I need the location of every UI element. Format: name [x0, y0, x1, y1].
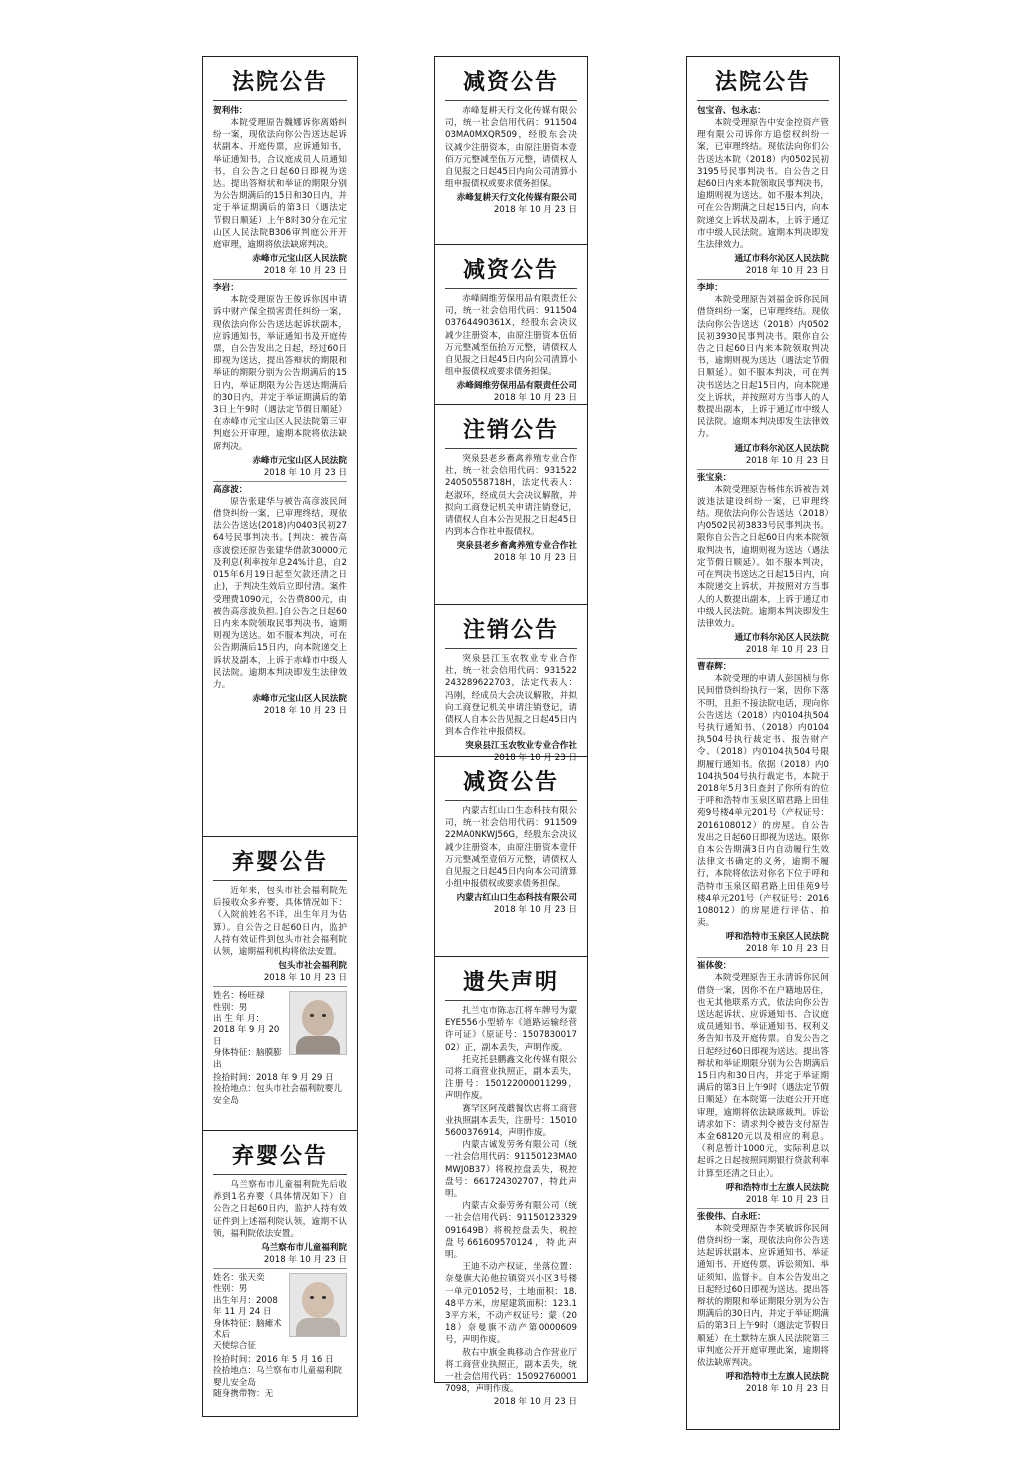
info-line: 捡拾时间：2018 年 9 月 29 日	[213, 1073, 334, 1084]
notice-signature: 乌兰察布市儿童福利院	[261, 1243, 347, 1254]
notice-body: 本院受理原告杨伟东诉被告刘波违法建设纠纷一案，已审理终结。现依法向你公告送达（2018）内0502民初3833号民事判决书。限你自公告之日起60日内来本院领取判决书，逾期则视为送达（遇法定节假日顺延）。如不服本判决，可在判决书送达之日起15日内，向本院递交上诉状，并按照对方当事人的人数提出副本，上诉于通辽市中级人民法院。逾期本判决即发生法律效力。	[697, 484, 829, 629]
notice-body: 赤峰复耕天行文化传媒有限公司，统一社会信用代码：91150403MA0MXQR509，经股东会决议减少注册资本，由原注册资本壹佰万元整减至伍万元整，请债权人自见报之日起45日内向公司清算小组申报债权或要求债务担保。	[445, 106, 577, 190]
addressee-name: 张俊伟、白永旺：	[697, 1211, 766, 1222]
notice-date: 2018 年 10 月 23 日	[263, 467, 347, 478]
notice-body: 内蒙古众泰劳务有限公司（统一社会信用代码：9115012332909​1649B）将税控盘丢失，税控盘号661609570124，特此声明。	[445, 1201, 577, 1261]
addressee-name: 李岩：	[213, 283, 239, 294]
divider	[213, 279, 347, 280]
notice-title: 注销公告	[445, 411, 577, 449]
info-line: 出生年月：2008 年 11 月 24 日	[213, 1295, 278, 1318]
divider	[213, 481, 347, 482]
notice-date: 2018 年 10 月 23 日	[493, 393, 577, 404]
company-notice-box	[435, 605, 587, 764]
notice-title: 法院公告	[213, 63, 347, 101]
notice-date: 2018 年 10 月 23 日	[493, 1396, 577, 1407]
notice-title: 遗失声明	[445, 963, 577, 1001]
notice-title: 弃婴公告	[213, 843, 347, 881]
notice-title: 法院公告	[697, 63, 829, 101]
company-signature: 赤峰复耕天行文化传媒有限公司	[456, 193, 577, 204]
column-middle	[434, 56, 588, 1407]
notice-date: 2018 年 10 月 23 日	[493, 553, 577, 564]
notice-body: 近年来，包头市社会福利院先后接收众多弃婴，具体情况如下：（入院前姓名不详，出生年月为估算）。自公告之日起60日内，监护人持有效证件到包头市社会福利院认领，逾期福利机构将依法安置。	[213, 886, 347, 958]
notice-date: 2018 年 10 月 23 日	[493, 753, 577, 764]
company-signature: 突泉县江玉农牧业专业合作社	[465, 741, 577, 752]
notice-body: 托克托县鹏鑫文化传媒有限公司将工商营业执照正，副本丢失，注册号：150122000011299，声明作废。	[445, 1054, 577, 1102]
info-line: 捡拾时间：2016 年 5 月 16 日	[213, 1354, 334, 1365]
found-details	[213, 1073, 347, 1107]
court-entries	[697, 105, 829, 1395]
notice-date: 2018 年 10 月 23 日	[745, 266, 829, 277]
info-line: 性别：男	[213, 1002, 248, 1013]
notice-body: 本院受理原告魏娜诉你离婚纠纷一案，现依法向你公告送达起诉状副本、开庭传票，应诉通知书，举证通知书，合议庭成员人员通知书，自公告之日起60日即视为送达。提出答辩状和举证的期限分别为公告期满后的15日和30日内，并定于举证期满后的第3日（遇法定节假日顺延）上午8时30分在元宝山区人民法院B306审判庭公开开庭审理，逾期将依法缺席判决。	[213, 118, 347, 251]
company-notice-box	[435, 405, 587, 605]
info-line: 捡拾地点：乌兰察布市儿童福利院婴儿安全岛	[213, 1366, 342, 1388]
court-signature: 呼和浩特市玉泉区人民法院	[725, 932, 829, 943]
court-notice-box	[687, 57, 839, 1429]
child-details	[213, 991, 283, 1071]
divider	[213, 986, 347, 987]
court-signature: 赤峰市元宝山区人民法院	[252, 694, 347, 705]
notice-body: 扎兰屯市陈志江将车牌号为蒙EYE556小型轿车《道路运输经营许可证》（原证号：150783001702）正，副本丢失，声明作废。	[445, 1006, 577, 1053]
column-left	[202, 56, 358, 1417]
child-details	[213, 1273, 283, 1353]
company-signature: 赤峰阔维劳保用品有限责任公司	[456, 381, 577, 392]
notice-body: 内蒙古红山口生态科技有限公司，统一社会信用代码：91150922MA0NKWJ56G，经股东会决议减少注册资本，由原注册资本壹仟万元整减至壹佰万元整，请债权人自见报之日起45日内向本公司清算小组申报债权或要求债务担保。	[445, 806, 577, 890]
notice-body: 原告张建华与被告高彦波民间借贷纠纷一案，已审理终结，现依法公告送达(2018)内0403民初2764号民事判决书。[判决：被告高彦波偿还原告张建华借款30000元及利息(利率按年息24%计息，自2015年6月19日起至欠款还清之日止)，于判决生效后立即付清。案件受理费1090元，公告费800元，由被告高彦波负担。]自公告之日起60日内来本院领取民事判决书，逾期则视为送达。如不服本判决，可在公告期满后15日内，向本院递交上诉状及副本，上诉于赤峰市中级人民法院。逾期本判决即发生法律效力。	[213, 496, 347, 690]
child-info	[213, 991, 347, 1071]
court-signature: 通辽市科尔沁区人民法院	[734, 443, 829, 454]
court-entries	[213, 105, 347, 717]
info-line: 姓名：张天奕	[213, 1273, 265, 1284]
notice-body: 本院受理原告王俊诉你因申请诉中财产保全损害责任纠纷一案，现依法向你公告送达起诉状副本，应诉通知书，举证通知书及开庭传票，自公告发出之日起，经过60日即视为送达，提出答辩状的期限和举证的期限分别为公告期满后的15日内，举证期限为公告送达期满后的30日内，并定于举证期满后的第3日上午9时（遇法定节假日顺延）在赤峰市元宝山区人民法院第三审判庭公开审理，逾期本院将依法缺席判决。	[213, 295, 347, 452]
child-photo	[289, 1273, 347, 1337]
notice-date: 2018 年 10 月 23 日	[263, 1255, 347, 1266]
notice-title: 弃婴公告	[213, 1137, 347, 1175]
notice-body: 本院受理原告李笑敏诉你民间借贷纠纷一案，现依法向你公告送达起诉状副本、应诉通知书、举证通知书、开庭传票、诉讼须知、举证须知、监督卡。自本公告发出之日起经过60日即视为送达。提出答辩状的期限和举证期限分别为公告期满后的30日内，并定于举证期满后的第3日上午9时（遇法定节假日顺延）在土默特左旗人民法院第三审判庭公开开庭审理此案，逾期将依法缺席判决。	[697, 1223, 829, 1369]
notice-body: 王迪不动产权证，坐落位置：奈曼旗大沁他拉镇资兴小区3号楼一单元01052号，土地面积：18.48平方米，房屋建筑面积：123.13平方米，不动产权证号：蒙（2018）奈曼旗不动产第0000609号，声明作废。	[445, 1262, 577, 1346]
info-line: 捡拾地点：包头市社会福利院婴儿安全岛	[213, 1084, 342, 1106]
notice-body: 本院受理原告王永清诉你民间借贷一案，因你不在户籍地居住，也无其他联系方式，依法向你公告送达起诉状、应诉通知书、合议庭成员通知书、举证通知书、权利义务告知书及开庭传票。自发公告之日起经过60日即视为送达。提出答辩状和举证期限分别为公告期满后15日内和30日内，并定于举证期满后的第3日上午9时（遇法定节假日顺延）在本院第一法庭公开开庭审理，逾期将依法缺席裁判。诉讼请求如下：请求判令被告支付原告本金68120元以及相应的利息。（利息暂计1000元，实际利息以起诉之日起按照同期银行贷款利率计算至还清之日止）。	[697, 973, 829, 1179]
notice-body: 突泉县江玉农牧业专业合作社，统一社会信用代码：931522243289622703，法定代表人：冯刚，经成员大会决议解散，并拟向工商登记机关申请注销登记，请债权人自本公告见报之日起45日内到本合作社申报债权。	[445, 654, 577, 738]
company-notice-box	[435, 245, 587, 405]
addressee-name: 曹春辉：	[697, 662, 732, 673]
child-photo	[289, 991, 347, 1055]
addressee-name: 崔体俊：	[697, 961, 732, 972]
abandoned-baby-notice-2	[203, 1131, 357, 1416]
notice-date: 2018 年 10 月 23 日	[745, 1384, 829, 1395]
notice-title: 注销公告	[445, 611, 577, 649]
court-signature: 赤峰市元宝山区人民法院	[252, 254, 347, 265]
notice-signature: 包头市社会福利院	[278, 961, 347, 972]
divider	[697, 279, 829, 280]
addressee-name: 高彦波：	[213, 484, 248, 495]
notice-date: 2018 年 10 月 23 日	[493, 905, 577, 916]
column-right	[686, 56, 840, 1430]
notice-date: 2018 年 10 月 23 日	[745, 645, 829, 656]
notice-title: 减资公告	[445, 63, 577, 101]
court-signature: 赤峰市元宝山区人民法院	[252, 455, 347, 466]
notice-body: 赤峰阔维劳保用品有限责任公司，统一社会信用代码：9115040376449036​1X，经股东会决议减少注册资本，由原注册资本伍佰万元整减至伍拾万元整，请债权人自见报之日起45日内向公司清算小组申报债权或要求债务担保。	[445, 294, 577, 378]
found-details	[213, 1355, 347, 1401]
child-info	[213, 1273, 347, 1353]
divider	[697, 957, 829, 958]
court-notice-box	[203, 57, 357, 837]
notice-date: 2018 年 10 月 23 日	[493, 205, 577, 216]
notice-body: 乌兰察布市儿童福利院先后收养到1名弃婴（具体情况如下）自公告之日起60日内，监护人持有效证件到上述福利院认领，逾期不认领，福利院依法安置。	[213, 1180, 347, 1239]
addressee-name: 贺利伟：	[213, 106, 248, 116]
company-notice-box	[435, 57, 587, 245]
addressee-name: 李坤：	[697, 283, 723, 294]
divider	[213, 1268, 347, 1269]
divider	[697, 658, 829, 659]
notice-date: 2018 年 10 月 23 日	[263, 266, 347, 277]
divider	[697, 1208, 829, 1209]
notice-body: 本院受理的申请人彭国桢与你民间借贷纠纷执行一案，因你下落不明，且拒不接法院电话，现向你公告送达（2018）内0104执504号执行通知书、（2018）内0104执504号执行裁定书、报告财产令、（2018）内0104执504号限期履行通知书。依据（2018）内0104执504号执行裁定书，本院于2018年5月3日查封了你所有的位于呼和浩特市玉泉区昭君路上田佳苑9号楼4单元201号（产权证号：2016108012）的房屋。自公告发出之日起60日即视为送达。限你自本公告期满3日内自动履行生效法律文书确定的义务，逾期不履行，本院将依法对你名下位于呼和浩特市玉泉区昭君路上田佳苑9号楼4单元201号（产权证号：2016108012）的房屋进行评估、拍卖。	[697, 674, 829, 929]
company-notice-box	[435, 757, 587, 957]
court-signature: 呼和浩特市土左旗人民法院	[725, 1182, 829, 1193]
info-line: 身体特征：脑瘫术术后	[213, 1318, 282, 1341]
notice-date: 2018 年 10 月 23 日	[263, 973, 347, 984]
notice-date: 2018 年 10 月 23 日	[745, 455, 829, 466]
notice-body: 内蒙古诚发劳务有限公司（统一社会信用代码：91150123MA0MWJ0B37）将税控盘丢失，税控盘号：661724302707，特此声明。	[445, 1140, 577, 1200]
info-line: 随身携带物：无	[213, 1389, 274, 1400]
notice-body: 本院受理原告刘福金诉你民间借贷纠纷一案，已审理终结。现依法向你公告送达（2018）内0502民初3930民事判决书。限你自公告之日起60日内来本院领取判决书，逾期则视为送达（遇法定节假日顺延）。如不服本判决，可在判决书送达之日起15日内，向本院递交上诉状，并按照对方当事人的人数提出副本，上诉于通辽市中级人民法院。逾期本判决即发生法律效力。	[697, 295, 829, 440]
info-line: 出 生 年 月：2018 年 9 月 20 日	[213, 1014, 280, 1047]
info-line: 天使综合征	[213, 1341, 256, 1352]
court-signature: 呼和浩特市土左旗人民法院	[725, 1372, 829, 1383]
info-line: 姓名：杨旺禄	[213, 991, 265, 1002]
notice-title: 减资公告	[445, 251, 577, 289]
info-line: 性别：男	[213, 1284, 248, 1295]
addressee-name: 包宝音、包永志：	[697, 106, 766, 116]
notice-body: 敖右中旗金典移动合作营业厅将工商营业执照正，副本丢失，统一社会信用代码：150927600017098，声明作废。	[445, 1347, 577, 1395]
court-signature: 通辽市科尔沁区人民法院	[734, 633, 829, 644]
abandoned-baby-notice-1	[203, 837, 357, 1131]
court-signature: 通辽市科尔沁区人民法院	[734, 254, 829, 265]
notice-date: 2018 年 10 月 23 日	[745, 944, 829, 955]
notice-date: 2018 年 10 月 23 日	[745, 1194, 829, 1205]
company-notice-box	[435, 957, 587, 1407]
notice-body: 本院受理原告中安金控资产管理有限公司诉你方追偿权纠纷一案，已审理终结。现依法向你们公告送达本院（2018）内0502民初3195号民事判决书。自公告之日起60日内来本院领取民事判决书，逾期则视为送达。如不服本判决，可在公告期满之日起15日内，向本院递交上诉状及副本，上诉于通辽市中级人民法院。逾期本判决即发生法律效力。	[697, 118, 829, 251]
notice-title: 减资公告	[445, 763, 577, 801]
company-signature: 内蒙古红山口生态科技有限公司	[456, 893, 577, 904]
notice-body: 赛罕区阿茂蘑餐饮店将工商营业执照副本丢失，注册号：150105600376914，声明作废。	[445, 1103, 577, 1139]
notice-date: 2018 年 10 月 23 日	[263, 706, 347, 717]
company-signature: 突泉县老乡畜禽养殖专业合作社	[456, 541, 577, 552]
notice-body: 突泉县老乡畜禽养殖专业合作社，统一社会信用代码：93152224050558718H，法定代表人：赵淑环，经成员大会决议解散，并拟向工商登记机关申请注销登记，请债权人自本公告见报之日起45日内到本合作社申报债权。	[445, 454, 577, 538]
divider	[697, 469, 829, 470]
addressee-name: 张宝泉：	[697, 472, 732, 483]
info-line: 身体特征：脑膜膨出	[213, 1048, 282, 1070]
